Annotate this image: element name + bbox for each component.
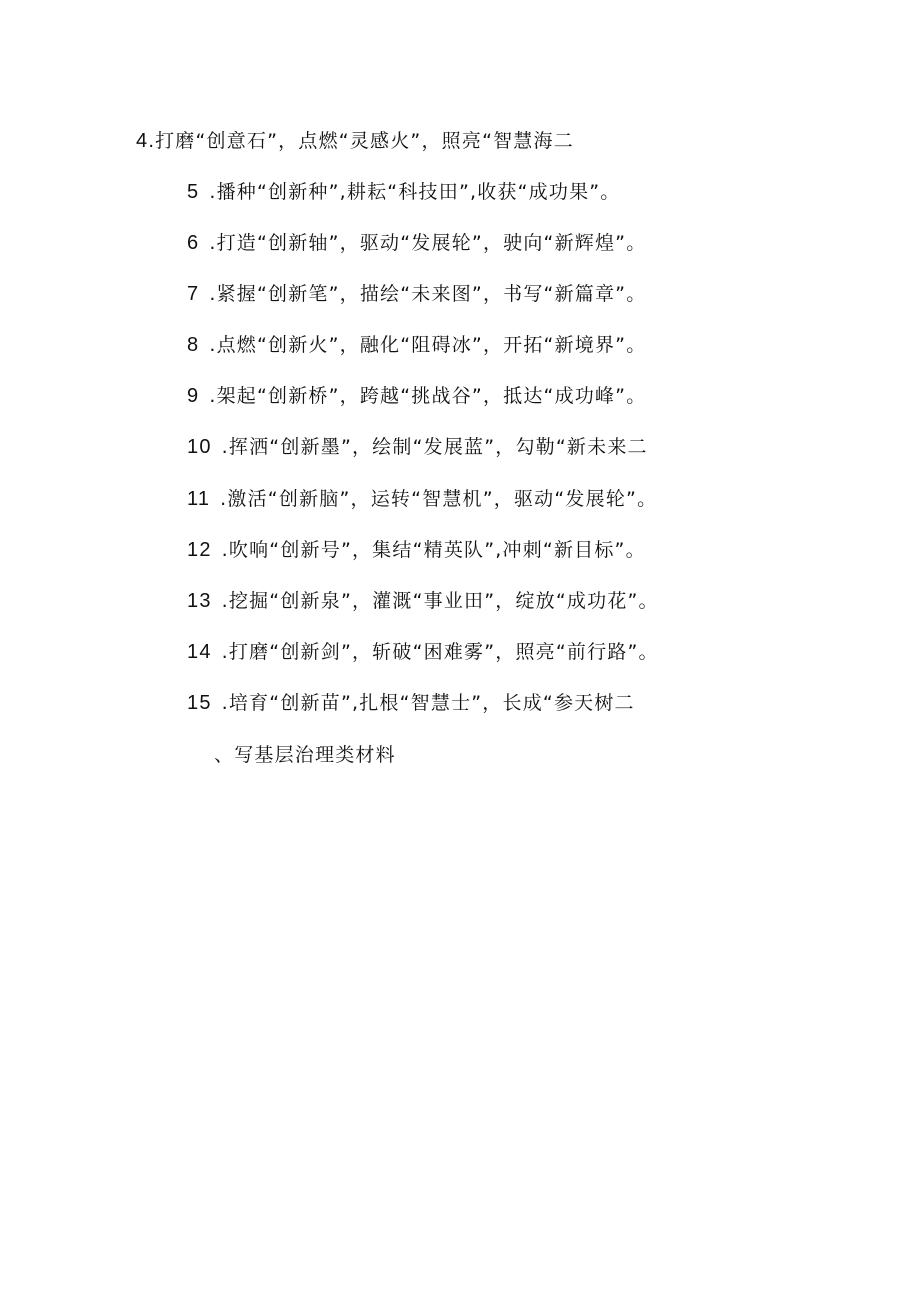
- item-number: 9: [187, 385, 200, 407]
- item-number: 12: [187, 539, 212, 561]
- list-item: [187, 179, 621, 205]
- item-text: .激活“创新脑”，运转“智慧机”，驱动“发展轮”。: [220, 488, 658, 510]
- list-item: [187, 690, 635, 716]
- item-text: .挥洒“创新墨”，绘制“发展蓝”，勾勒“新未来二: [221, 436, 648, 458]
- item-text: .培育“创新苗”,扎根“智慧士”，长成“参天树二: [221, 692, 635, 714]
- item-text: .打造“创新轴”，驱动“发展轮”，驶向“新辉煌”。: [209, 232, 647, 254]
- item-number: 6: [187, 232, 200, 254]
- item-text: .吹响“创新号”，集结“精英队”,冲刺“新目标”。: [221, 539, 646, 561]
- item-number: 4.: [136, 130, 156, 152]
- list-item: [187, 434, 648, 460]
- item-text: 打磨“创意石”，点燃“灵感火”，照亮“智慧海二: [155, 130, 574, 152]
- list-item: [187, 383, 646, 409]
- item-number: 5: [187, 181, 200, 203]
- item-text: .点燃“创新火”，融化“阻碍冰”，开拓“新境界”。: [209, 334, 647, 356]
- item-number: 14: [187, 641, 212, 663]
- item-number: 7: [187, 283, 200, 305]
- item-text: .播种“创新种”,耕耘“科技田”,收获“成功果”。: [209, 181, 621, 203]
- list-item: [187, 486, 657, 512]
- item-number: 15: [187, 692, 212, 714]
- list-item: [136, 128, 574, 154]
- item-text: .架起“创新桥”，跨越“挑战谷”，抵达“成功峰”。: [209, 385, 647, 407]
- section-heading: 、写基层治理类材料: [214, 744, 396, 766]
- item-text: .挖掘“创新泉”，灌溉“事业田”，绽放“成功花”。: [221, 590, 659, 612]
- list-item: [187, 639, 659, 665]
- list-item: [187, 281, 646, 307]
- list-item: [187, 537, 646, 563]
- list-item: [187, 230, 646, 256]
- list-item: [187, 588, 659, 614]
- list-item: [187, 332, 646, 358]
- item-text: .打磨“创新剑”，斩破“困难雾”，照亮“前行路”。: [221, 641, 659, 663]
- item-number: 11: [187, 488, 211, 510]
- item-text: .紧握“创新笔”，描绘“未来图”，书写“新篇章”。: [209, 283, 647, 305]
- item-number: 10: [187, 436, 212, 458]
- item-number: 8: [187, 334, 200, 356]
- item-number: 13: [187, 590, 212, 612]
